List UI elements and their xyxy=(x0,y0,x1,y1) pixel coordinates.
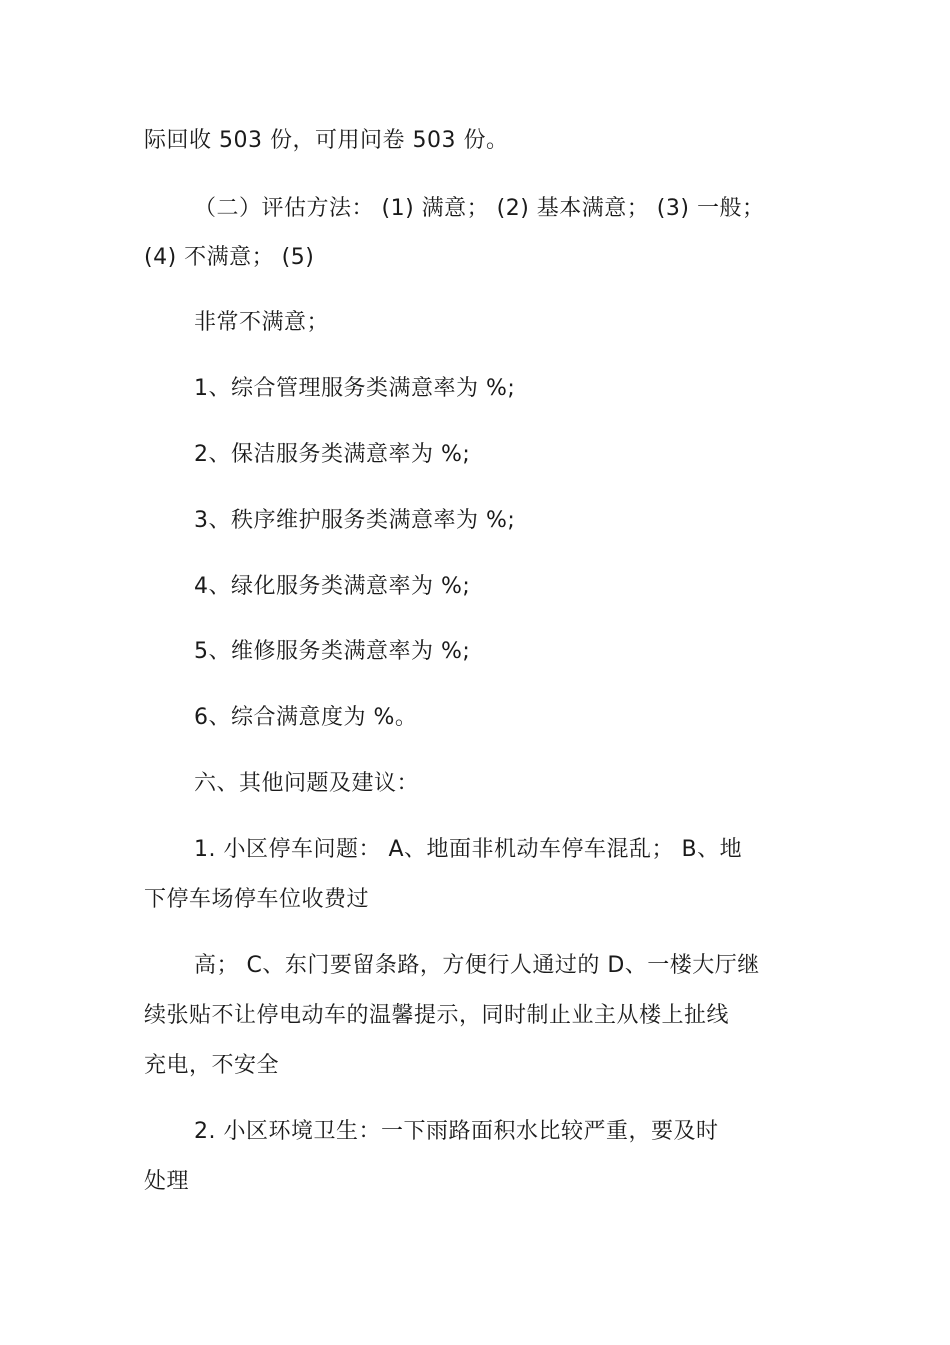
text-line-parking-issue-cont: 下停车场停车位收费过 xyxy=(144,887,370,912)
text-line-very-unsatisfied: 非常不满意； xyxy=(194,310,330,335)
text-line-parking-issue-detail: 高； C、东门要留条路，方便行人通过的 D、一楼大厅继 xyxy=(194,953,760,978)
text-line-environment-issue-cont: 处理 xyxy=(144,1169,190,1194)
text-line-environment-issue: 2. 小区环境卫生：一下雨路面积水比较严重，要及时 xyxy=(194,1119,719,1144)
text-line-item-management: 1、综合管理服务类满意率为 %; xyxy=(194,376,516,401)
text-line-item-order: 3、秩序维护服务类满意率为 %; xyxy=(194,508,516,533)
text-line-item-cleaning: 2、保洁服务类满意率为 %; xyxy=(194,442,471,467)
section-heading-other-issues: 六、其他问题及建议： xyxy=(194,771,420,796)
text-line-evaluation-method: （二）评估方法： (1) 满意； (2) 基本满意； (3) 一般； xyxy=(194,196,765,221)
text-line-evaluation-method-cont: (4) 不满意； (5) xyxy=(144,245,315,270)
text-line-item-greening: 4、绿化服务类满意率为 %; xyxy=(194,574,471,599)
text-line-parking-issue-detail-cont: 续张贴不让停电动车的温馨提示，同时制止业主从楼上扯线 xyxy=(144,1003,730,1028)
text-line-parking-issue: 1. 小区停车问题： A、地面非机动车停车混乱； B、地 xyxy=(194,837,743,862)
text-line-item-overall: 6、综合满意度为 %。 xyxy=(194,705,418,730)
text-line-parking-issue-detail-end: 充电，不安全 xyxy=(144,1053,280,1078)
text-line-item-maintenance: 5、维修服务类满意率为 %; xyxy=(194,639,471,664)
text-line-recovery-count: 际回收 503 份，可用问卷 503 份。 xyxy=(144,128,509,153)
